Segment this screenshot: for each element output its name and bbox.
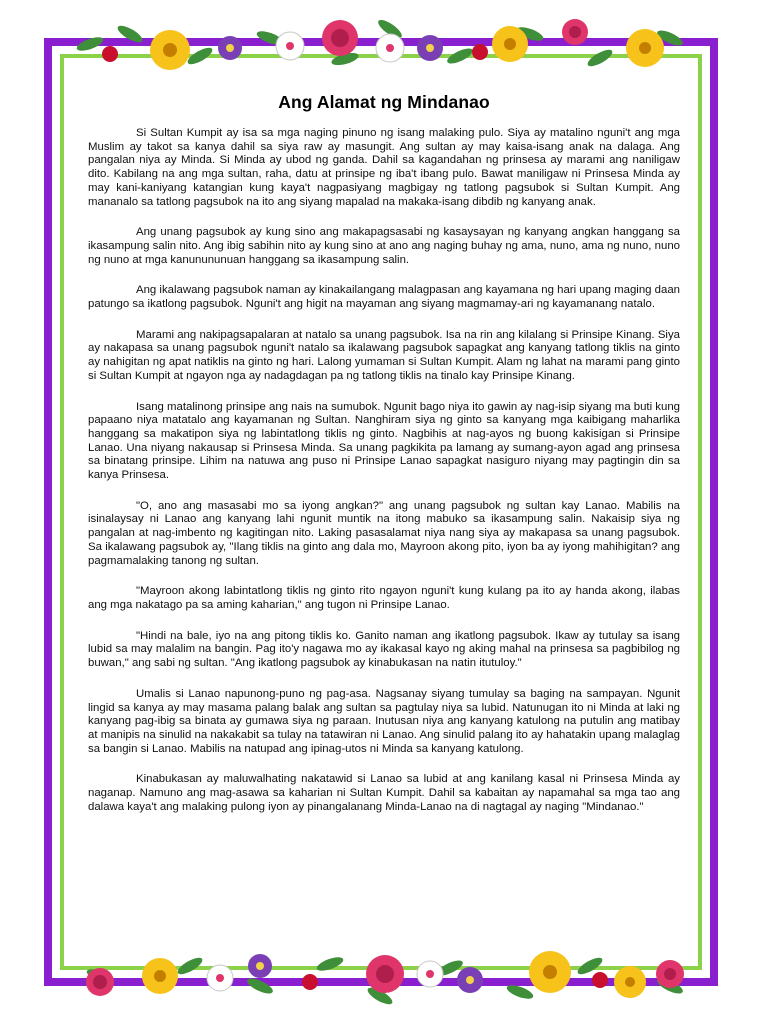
daisy-icon <box>150 30 190 70</box>
white-flower-icon <box>207 965 233 991</box>
paragraph: "Hindi na bale, iyo na ang pitong tiklis ko. Ganito naman ang ikatlong pagsubok. Ikaw ay tutulay sa isang lubid sa may malalim na bangin. Pag ito'y nagawa mo ay ikakasal kayo ng aking mahal na prinsesa sa pagbibilog ng buwan," ang sabi ng sultan. "Ang ikatlong pagsubok ay kinabukasan na natin itutuloy." <box>88 629 680 670</box>
pansy-icon <box>457 967 483 993</box>
pansy-icon <box>248 954 272 978</box>
daisy-icon <box>142 958 178 994</box>
pansy-icon <box>218 36 242 60</box>
daisy-icon <box>492 26 528 62</box>
paragraph: "Mayroon akong labintatlong tiklis ng ginto rito ngayon nguni't kung kulang pa ito ay handa akong, ilabas ang mga nakatago pa sa aming kaharian," ang tugon ni Prinsipe Lanao. <box>88 585 680 611</box>
daisy-icon <box>529 951 571 993</box>
story-document <box>88 92 680 831</box>
document-title: Ang Alamat ng Mindanao <box>278 92 490 112</box>
paragraph: Umalis si Lanao napunong-puno ng pag-asa. Nagsanay siyang tumulay sa baging na sampayan. Ngunit lingid sa kanya ay may masama palang balak ang sultan sa pagtulay niya sa lubid. Natunugan ito ni Minda at laki ng kanyang pag-ibig sa binata ay gumawa siya ng paraan. Inutusan niya ang kanyang katulong na putulin ang matibay at manipis na sinulid na nakakabit sa tulay na tatawiran ni Lanao. Ang sinulid palang ito ay hahatakin upang malaglag sa bangin si Lanao. Mabilis na natupad ang ipinag-utos ni Minda sa kanyang katulong. <box>88 687 680 755</box>
daisy-icon <box>626 29 664 67</box>
paragraph: Si Sultan Kumpit ay isa sa mga naging pinuno ng isang malaking pulo. Siya ay matalino nguni't ang mga Muslim ay takot sa kanya dahil sa siya raw ay masungit. Ang sultan ay may kaisa-isang anak na dalaga. Ang pangalan niya ay Minda. Si Minda ay ubod ng ganda. Dahil sa kagandahan ng prinsesa ay marami ang naniligaw dito. Kabilang na ang mga sultan, raha, datu at prinsipe ng iba't ibang pulo. Bawat maniligaw ni Prinsesa Minda ay may kani-kaniyang katangian kung kaya't nagpasiyang magbigay ng tatlong pagsubok si Sultan Kumpit. Ang mananalo sa tatlong pagsubok na ito ang siyang mapalad na makaka-isang dibdib ng kanyang anak. <box>88 127 680 208</box>
paragraph: Ang unang pagsubok ay kung sino ang makapagsasabi ng kasaysayan ng kanyang angkan hanggang sa ikasampung salin nito. Ang ibig sabihin nito ay kung sino at ano ang naging buhay ng ama, nuno, ama ng nuno, nuno ng nuno at mga kanunununuan hanggang sa ikasampung salin. <box>88 226 680 266</box>
bottom-flower-garland <box>70 936 700 1014</box>
rose-icon <box>656 960 684 988</box>
paragraph: Isang matalinong prinsipe ang nais na sumubok. Ngunit bago niya ito gawin ay nag-isip siyang ma buti kung papaano niya matatalo ang kayamanan ng Sultan. Nanghiram siya ng ginto sa kanyang mga kaibigang maharlika hanggang sa makatipon siya ng labintatlong tiklis ng ginto. Nagbihis at nag-ayos ng buong kakisigan si Prinsipe Lanao. Una niyang nakausap si Prinsesa Minda. Sa unang pagkikita pa lamang ay sumang-ayon agad ang prinsesa sa binatang prinsipe. Lihim na natuwa ang puso ni Prinsipe Lanao sapagkat nasiguro niyang may pagtingin din sa kanya Prinsesa. <box>88 400 680 482</box>
rose-icon <box>562 19 588 45</box>
white-flower-icon <box>376 34 404 62</box>
paragraph: Marami ang nakipagsapalaran at natalo sa unang pagsubok. Isa na rin ang kilalang si Prinsipe Kinang. Siya ay nakapasa sa unang pagsubok nguni't natalo sa ikalawang pagsubok sapagkat ang kanyang tatlong tiklis na ginto ay nahigitan ng apat natiklis na ginto ng hari. Lalong yumaman si Sultan Kumpit. Alam ng lahat na marami pang ginto si Sultan Kumpit at ngayon nga ay nadagdagan pa ng tatlong tiklis na tinalo kay Prinsipe Kinang. <box>88 328 680 382</box>
paragraph: Kinabukasan ay maluwalhating nakatawid si Lanao sa lubid at ang kanilang kasal ni Prinsesa Minda ay naganap. Namuno ang mag-asawa sa kaharian ni Sultan Kumpit. Dahil sa kabaitan ay napamahal sa mga tao ang dalawa kaya't ang malaking pulong iyon ay pinangalanang Minda-Lanao na di nagtagal ay naging "Mindanao." <box>88 773 680 813</box>
top-flower-garland <box>70 4 700 82</box>
white-flower-icon <box>276 32 304 60</box>
white-flower-icon <box>417 961 443 987</box>
paragraph: "O, ano ang masasabi mo sa iyong angkan?" ang unang pagsubok ng sultan kay Lanao. Mabilis na isinalaysay ni Lanao ang kanyang lahi ngunit muntik na itong mabuko sa ikasampung salin. Nakaisip siya ng pangalan at nag-imbento ng kagitingan nito. Laking pasasalamat niya nang siya ay makapasa sa unang pagsubok. Sa ikalawang pagsubok ay, "Ilang tiklis na ginto ang dala mo, Mayroon akong pito, iyon ba ay iyong mahihigitan? ang pagmamalaking tanong ng sultan. <box>88 499 680 567</box>
pansy-icon <box>417 35 443 61</box>
daisy-icon <box>614 966 646 998</box>
rose-icon <box>86 968 114 996</box>
rose-icon <box>322 20 358 56</box>
rose-icon <box>366 955 404 993</box>
paragraph: Ang ikalawang pagsubok naman ay kinakailangang malagpasan ang kayamana ng hari upang maging daan patungo sa ikatlong pagsubok. Nguni't ang higit na mayaman ang siyang magmamay-ari ng kayamanang natalo. <box>88 284 680 311</box>
